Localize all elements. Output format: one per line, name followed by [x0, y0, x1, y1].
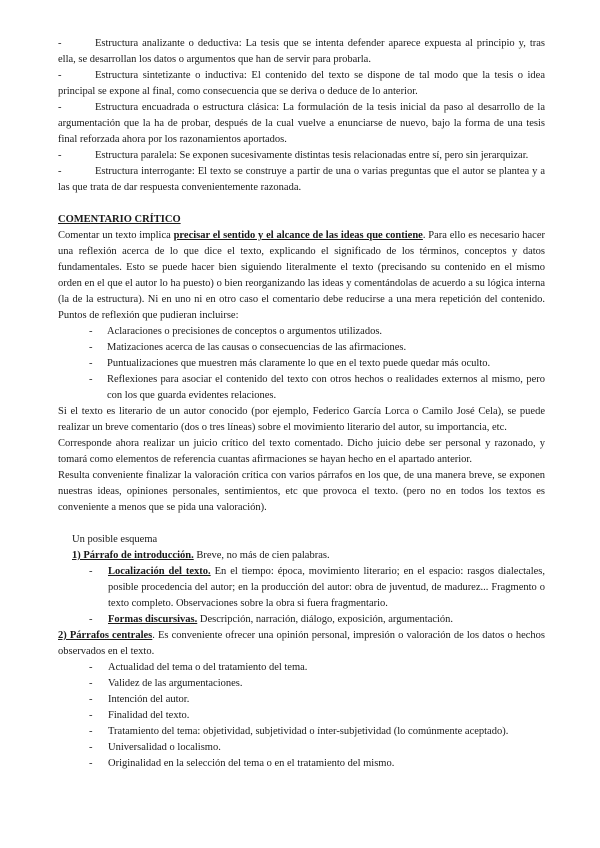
list-dash: -: [89, 678, 93, 689]
list-dash: -: [89, 358, 93, 369]
paragraph-2: [58, 628, 545, 660]
list-dash: -: [58, 70, 62, 81]
structure-paralela: Estructura paralela: Se exponen sucesivamente distintas tesis relacionadas entre sí, pero sin jerarquizar.: [95, 150, 529, 161]
list-item: [58, 692, 545, 708]
reflection-points: [58, 324, 545, 404]
list-item: [58, 148, 545, 164]
intro-emphasis: precisar el sentido y el alcance de las ideas que contiene: [173, 230, 423, 241]
paragraph-1: [58, 548, 545, 564]
paragraph-2-text: . Es conveniente ofrecer una opinión personal, impresión o valoración de los datos o hechos observados en el texto.: [58, 630, 546, 657]
list-item: [58, 164, 545, 196]
list-dash: -: [89, 662, 93, 673]
list-dash: -: [58, 166, 62, 177]
list-item: [58, 36, 545, 68]
item-text: Intención del autor.: [108, 694, 190, 705]
document-page: [58, 36, 545, 772]
point-text: Puntualizaciones que muestren más claramente lo que en el texto puede quedar más oculto.: [107, 358, 491, 369]
item-text: Originalidad en la selección del tema o en el tratamiento del mismo.: [108, 758, 395, 769]
list-item: [58, 740, 545, 756]
item-label: Formas discursivas.: [108, 614, 198, 625]
list-item: [58, 724, 545, 740]
list-item: [58, 612, 545, 628]
schema-section: [58, 532, 545, 772]
intro-paragraph: [58, 228, 545, 324]
list-dash: -: [89, 342, 93, 353]
item-text: En el tiempo: época, movimiento literario; en el espacio: rasgos dialectales, posible procedencia del autor; en la producción del autor: obra de juventud, de madurez... Fragmento o texto completo. Observaciones sobre la obra si fuera fragmentario.: [108, 566, 545, 609]
intro-pre: Comentar un texto implica: [58, 230, 174, 241]
item-text: Validez de las argumentaciones.: [108, 678, 243, 689]
item-text: Finalidad del texto.: [108, 710, 190, 721]
list-item: [58, 68, 545, 100]
list-item: [58, 356, 545, 372]
item-label: Localización del texto.: [108, 566, 211, 577]
point-text: Aclaraciones o precisiones de conceptos o argumentos utilizados.: [107, 326, 383, 337]
list-item: [58, 324, 545, 340]
list-dash: -: [58, 102, 62, 113]
schema-title: Un posible esquema: [72, 534, 158, 545]
list-dash: -: [89, 694, 93, 705]
section-heading: COMENTARIO CRÍTICO: [58, 214, 181, 225]
item-text: Actualidad del tema o del tratamiento del tema.: [108, 662, 308, 673]
structure-interrogante: Estructura interrogante: El texto se construye a partir de una o varias preguntas que el autor se plantea y a las que trata de dar respuesta convenientemente razonada.: [58, 166, 545, 193]
list-dash: -: [89, 374, 93, 385]
list-item: [58, 676, 545, 692]
structure-analizante: Estructura analizante o deductiva: La tesis que se intenta defender aparece expuesta al principio y, tras ella, se desarrollan los datos o argumentos que han de servir para probarla.: [58, 38, 545, 65]
list-dash: -: [89, 566, 93, 577]
item-text: Universalidad o localismo.: [108, 742, 221, 753]
judgement-paragraph: Corresponde ahora realizar un juicio crítico del texto comentado. Dicho juicio debe ser personal y razonado, y tomará como elementos de referencia cuantas afirmaciones se hayan hecho en el apartado anterior.: [58, 438, 545, 465]
list-dash: -: [89, 614, 93, 625]
paragraph-2-label: 2) Párrafos centrales: [58, 630, 153, 641]
list-dash: -: [89, 326, 93, 337]
list-item: [58, 660, 545, 676]
list-item: [58, 340, 545, 356]
structure-encuadrada: Estructura encuadrada o estructura clásica: La formulación de la tesis inicial da paso al desarrollo de la argumentación que la ha de probar, después de la cual vuelve a enunciarse de nuevo, bajo la forma de una tesis final reforzada ahora por los razonamientos aportados.: [58, 102, 545, 145]
list-dash: -: [89, 726, 93, 737]
item-text: Descripción, narración, diálogo, exposición, argumentación.: [197, 614, 454, 625]
list-item: [58, 372, 545, 404]
list-dash: -: [89, 758, 93, 769]
list-item: [58, 756, 545, 772]
item-text: Tratamiento del tema: objetividad, subjetividad o ínter-subjetividad (lo comúnmente aceptado).: [108, 726, 509, 737]
list-dash: -: [89, 742, 93, 753]
list-dash: -: [89, 710, 93, 721]
list-item: [58, 564, 545, 612]
list-item: [58, 100, 545, 148]
closing-paragraph: Resulta conveniente finalizar la valoración crítica con varios párrafos en los que, de una manera breve, se exponen nuestras ideas, opiniones personales, sentimientos, etc que provoca el texto. (pero no en todos los textos es conveniente a menos que se pida una valoración).: [58, 470, 545, 513]
paragraph-1-label: 1) Párrafo de introducción.: [72, 550, 194, 561]
structure-sintetizante: Estructura sintetizante o inductiva: El contenido del texto se dispone de tal modo que la tesis o idea principal se expone al final, como consecuencia que se deriva o deduce de lo anterior.: [58, 70, 545, 97]
list-dash: -: [58, 150, 62, 161]
paragraph-1-text: Breve, no más de cien palabras.: [193, 550, 330, 561]
literary-paragraph: Si el texto es literario de un autor conocido (por ejemplo, Federico García Lorca o Camilo José Cela), se puede realizar un breve comentario (dos o tres líneas) sobre el movimiento literario del autor, su importancia, etc.: [58, 406, 545, 433]
structures-list: [58, 36, 545, 196]
point-text: Matizaciones acerca de las causas o consecuencias de las afirmaciones.: [107, 342, 407, 353]
intro-post: . Para ello es necesario hacer una reflexión acerca de lo que dice el texto, explicando el significado de los términos, conceptos y datos fundamentales. Esto se puede hacer bien siguiendo literalmente el texto (precisando su contenido en el mismo orden en el que el autor lo ha puesto) o bien reorganizando las ideas y comentándolas de acuerdo a su lógica interna (la de la estructura). Ni en uno ni en otro caso el comentario debe reducirse a una mera repetición del contenido. Puntos de reflexión que pudieran incluirse:: [58, 230, 545, 321]
list-dash: -: [58, 38, 62, 49]
list-item: [58, 708, 545, 724]
point-text: Reflexiones para asociar el contenido del texto con otros hechos o realidades externos al mismo, pero con los que guarda evidentes relaciones.: [107, 374, 545, 401]
